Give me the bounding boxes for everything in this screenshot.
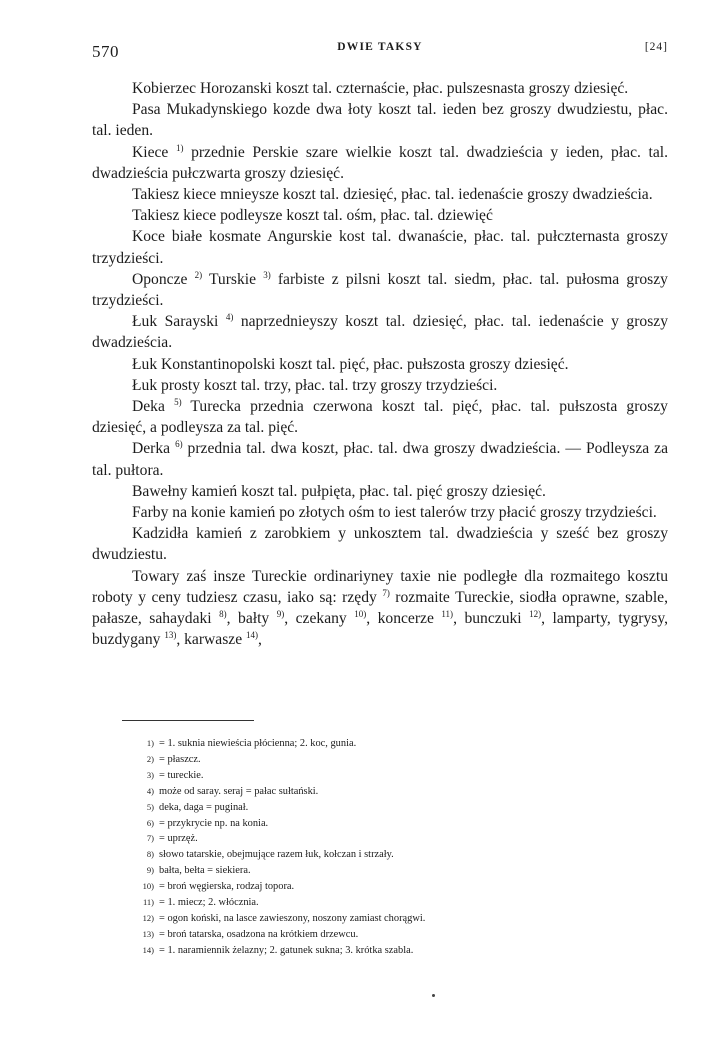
paragraph	[92, 226, 668, 268]
footnote-text: = przykrycie np. na konia.	[159, 817, 269, 829]
text-run: , koncerze	[366, 610, 442, 628]
paragraph	[92, 142, 668, 184]
text-run: Oponcze	[132, 270, 195, 288]
footnote	[132, 768, 652, 784]
paragraph	[92, 354, 668, 375]
paragraph	[92, 184, 668, 205]
paragraph	[92, 269, 668, 311]
text-run: Towary zaś insze Tureckie ordinariyney taxie nie podległe dla rozmaitego kosztu roboty y ceny tudziesz czasu, iako są: rzędy	[92, 567, 668, 606]
page-number: 570	[92, 42, 119, 61]
text-run: , czekany	[284, 610, 355, 628]
footnote-text: bałta, bełta = siekiera.	[159, 865, 251, 877]
paragraph	[92, 78, 668, 99]
footnote-mark: 1)	[146, 738, 154, 748]
footnote-mark: 3)	[146, 769, 154, 780]
footnote-text: = broń tatarska, osadzona na krótkiem drzewcu.	[159, 928, 359, 940]
footnote	[132, 879, 652, 895]
footnote-mark: 7)	[146, 833, 154, 844]
footnote-mark: 13)	[142, 928, 154, 939]
running-header	[92, 38, 668, 60]
footnote-mark: 14)	[142, 944, 154, 955]
footnote-text: = płaszcz.	[159, 753, 201, 765]
paragraph	[92, 99, 668, 141]
text-run: Koce białe kosmate Angurskie kost tal. dwanaście, płac. tal. pułczternasta groszy trzydzieści.	[92, 228, 668, 267]
signature-mark: [24]	[644, 41, 668, 53]
footnote	[132, 943, 652, 959]
footnote-reference: 11)	[441, 609, 454, 620]
footnote-reference: 12)	[529, 609, 542, 620]
text-run: Łuk Sarayski	[132, 313, 226, 331]
footnote-reference: 7)	[382, 587, 390, 598]
footnote-reference: 9)	[276, 609, 285, 620]
text-run: Pasa Mukadynskiego kozde dwa łoty koszt tal. ieden bez groszy dwudziestu, płac. tal. ieden.	[92, 101, 668, 140]
paragraph	[92, 481, 668, 502]
footnote-mark: 12)	[142, 912, 154, 923]
footnote-text: = tureckie.	[159, 769, 204, 781]
footnote	[132, 752, 652, 768]
text-run: Turecka przednia czerwona koszt tal. pięć, płac. tal. pułszosta groszy dziesięć, a podleysza za tal. pięć.	[92, 398, 668, 437]
footnote-text: = broń węgierska, rodzaj topora.	[159, 881, 295, 893]
paragraph	[92, 205, 668, 226]
text-run: Turskie	[202, 270, 264, 288]
footnote-reference: 10)	[354, 609, 367, 620]
paragraph	[92, 438, 668, 480]
text-run: Łuk Konstantinopolski koszt tal. pięć, płac. pułszosta groszy dziesięć.	[132, 355, 569, 373]
footnote-mark: 2)	[146, 753, 154, 764]
footnote-text: = uprzęż.	[159, 833, 198, 845]
footnote-mark: 4)	[146, 785, 154, 796]
footnote	[132, 800, 652, 816]
text-run: Bawełny kamień koszt tal. pułpięta, płac. tal. pięć groszy dziesięć.	[132, 482, 546, 500]
paragraph	[92, 523, 668, 565]
text-run: rozmaite Tureckie, siodła oprawne, szable, pałasze, sahaydaki	[92, 588, 668, 628]
text-run: , karwasze	[176, 631, 247, 649]
footnote-reference: 2)	[194, 269, 203, 280]
footnote-text: może od saray. seraj = pałac sułtański.	[159, 785, 319, 797]
text-run: , lamparty, tygrysy, buzdygany	[92, 610, 668, 649]
footnote-reference: 8)	[219, 609, 227, 620]
footnote	[132, 911, 652, 927]
footnote	[132, 816, 652, 832]
footnote-text: = ogon koński, na lasce zawieszony, noszony zamiast chorągwi.	[159, 912, 426, 924]
text-run: naprzednieyszy koszt tal. dziesięć, płac. tal. iedenaście y groszy dwadzieścia.	[92, 313, 668, 352]
text-run: przednia tal. dwa koszt, płac. tal. dwa groszy dwadzieścia. — Podleysza za tal. pułtora.	[92, 440, 668, 479]
paragraph	[92, 396, 668, 438]
footnote	[132, 784, 652, 800]
footnotes	[132, 736, 652, 959]
text-run: , bałty	[226, 610, 277, 628]
footnote-mark: 9)	[146, 865, 154, 876]
text-run: Farby na konie kamień po złotych ośm to iest talerów trzy płacić groszy trzydzieści.	[132, 504, 657, 522]
footnote-reference: 13)	[164, 630, 177, 641]
paragraph	[92, 375, 668, 396]
footnote-mark: 8)	[146, 849, 154, 860]
footnote-reference: 5)	[174, 397, 182, 408]
paragraph	[92, 566, 668, 651]
text-run: Kobierzec Horozanski koszt tal. czternaście, płac. pulszesnasta groszy dziesięć.	[132, 80, 629, 97]
main-text	[92, 78, 668, 650]
text-run: Derka	[132, 440, 176, 458]
text-run: Kiece	[132, 143, 176, 161]
text-run: farbiste z pilsni koszt tal. siedm, płac. tal. pułosma groszy trzydzieści.	[92, 270, 668, 310]
text-run: , bunczuki	[453, 610, 530, 628]
footnote-mark: 10)	[142, 881, 154, 892]
footnote-mark: 5)	[146, 801, 154, 812]
running-title: DWIE TAKSY	[337, 41, 423, 53]
footnote-text: słowo tatarskie, obejmujące razem łuk, kołczan i strzały.	[159, 849, 394, 861]
footnote	[132, 927, 652, 943]
footnote-mark: 11)	[142, 897, 154, 908]
footnote	[132, 863, 652, 879]
text-run: przednie Perskie szare wielkie koszt tal. dwadzieścia y ieden, płac. tal. dwadzieścia pułczwarta groszy dziesięć.	[92, 143, 668, 182]
text-run: Takiesz kiece podleysze koszt tal. ośm, płac. tal. dziewięć	[132, 207, 493, 225]
text-run: Kadzidła kamień z zarobkiem y unkosztem tal. dwadzieścia y sześć bez groszy dwudziestu.	[92, 525, 668, 564]
footnote-text: = 1. naramiennik żelazny; 2. gatunek sukna; 3. krótka szabla.	[159, 944, 414, 956]
footnote-reference: 1)	[175, 142, 184, 153]
footnote-reference: 6)	[175, 439, 183, 450]
text-run: ,	[258, 631, 262, 649]
text-run: Łuk prosty koszt tal. trzy, płac. tal. trzy groszy trzydzieści.	[132, 376, 498, 394]
footnote	[132, 847, 652, 863]
footnote-divider	[122, 720, 254, 721]
printer-dot	[432, 994, 435, 997]
footnote	[132, 895, 652, 911]
paragraph	[92, 502, 668, 523]
text-run: Takiesz kiece mnieysze koszt tal. dziesięć, płac. tal. iedenaście groszy dwadzieścia.	[132, 186, 653, 204]
footnote-reference: 3)	[263, 269, 271, 280]
footnote-mark: 6)	[146, 817, 154, 828]
paragraph	[92, 311, 668, 353]
footnote-text: = 1. miecz; 2. włócznia.	[159, 897, 259, 909]
footnote	[132, 736, 652, 752]
footnote-reference: 14)	[246, 630, 259, 641]
footnote	[132, 831, 652, 847]
text-run: Deka	[132, 398, 175, 416]
footnote-text: deka, daga = puginał.	[159, 801, 249, 813]
footnote-text: = 1. suknia niewieścia płócienna; 2. koc, gunia.	[159, 738, 357, 749]
footnote-reference: 4)	[225, 312, 234, 323]
